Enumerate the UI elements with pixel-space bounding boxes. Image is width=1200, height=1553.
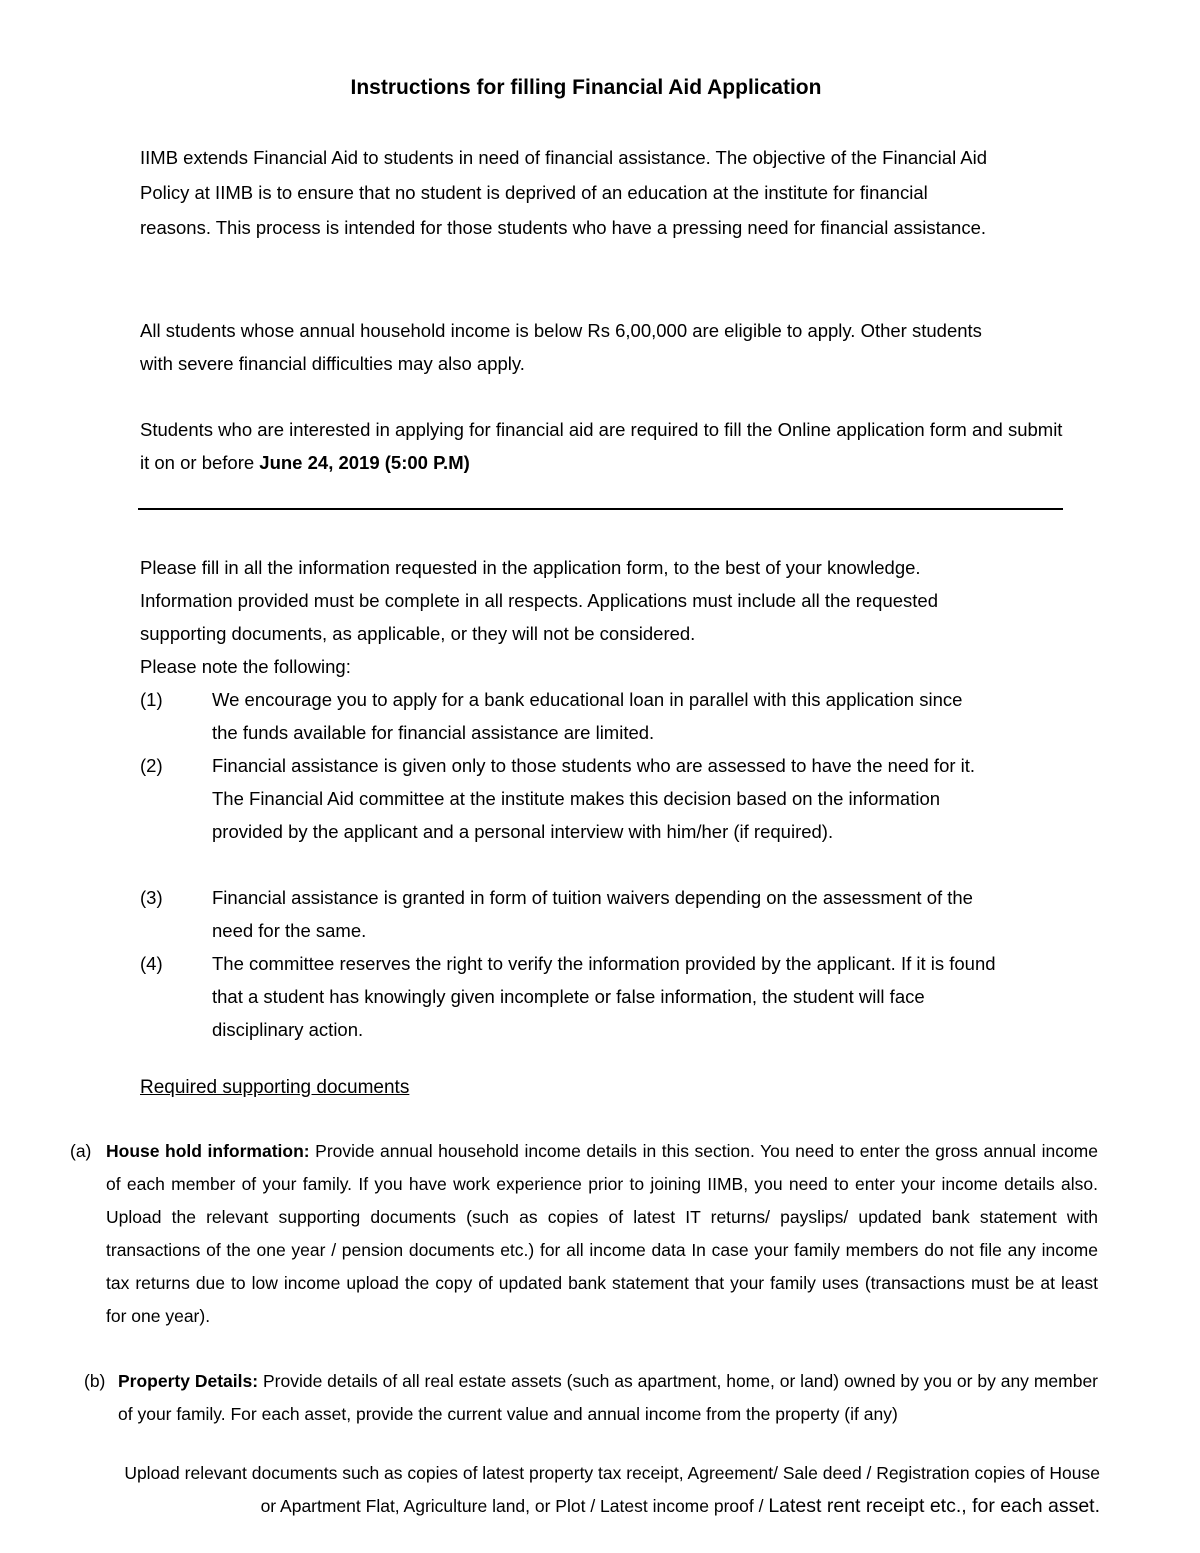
- doc-item-text: Provide annual household income details in this section. You need to enter the gross annual income of each member of your family. If you have work experience prior to joining IIMB, you need to enter your income details also. Upload the relevant supporting documents (such as copies of latest IT returns/ payslips/ updated bank statement with transactions of the one year / pension documents etc.) for all income data In case your family members do not file any income tax returns due to low income upload the copy of updated bank statement that your family uses (transactions must be at least for one year).: [106, 1141, 1098, 1326]
- doc-item-label: (b): [84, 1371, 106, 1391]
- doc-item-bold-label: Property Details:: [118, 1371, 259, 1391]
- instructions-paragraph: Please fill in all the information requested in the application form, to the best of your knowledge. Information provided must be complete in all respects. Applications must include all the requested supporting documents, as applicable, or they will not be considered.: [140, 557, 938, 644]
- list-item-number: (3): [140, 887, 163, 908]
- intro-paragraph-1: IIMB extends Financial Aid to students in need of financial assistance. The objective of the Financial Aid Policy at IIMB is to ensure that no student is deprived of an education at the institute for financial reasons. This process is intended for those students who have a pressing need for financial assistance.: [140, 147, 988, 238]
- doc-item-label: (a): [70, 1141, 92, 1161]
- deadline-text: June 24, 2019 (5:00 P.M): [259, 452, 470, 473]
- intro-paragraph-3-text: Students who are interested in applying for financial aid are required to fill the Online application form and submit it on or before: [140, 419, 1063, 473]
- list-item-text: The committee reserves the right to verify the information provided by the applicant. If it is found that a student has knowingly given incomplete or false information, the student will face disciplinary action.: [212, 953, 996, 1040]
- upload-instructions: Upload relevant documents such as copies of latest property tax receipt, Agreement/ Sale deed / Registration copies of House or Apartment Flat, Agriculture land, or Plot / Latest income proof /: [124, 1463, 1100, 1516]
- upload-instructions-tail: Latest rent receipt etc., for each asset.: [768, 1495, 1100, 1517]
- doc-item-text: Provide details of all real estate assets (such as apartment, home, or land) owned by you or by any member of your family. For each asset, provide the current value and annual income from the property (if any): [118, 1371, 1098, 1424]
- note-intro: Please note the following:: [140, 656, 351, 677]
- document-title: Instructions for filling Financial Aid Application: [350, 76, 822, 99]
- supporting-documents-heading: Required supporting documents: [140, 1077, 410, 1098]
- list-item-number: (2): [140, 755, 163, 776]
- list-item-number: (4): [140, 953, 163, 974]
- intro-paragraph-2: All students whose annual household income is below Rs 6,00,000 are eligible to apply. Other students with severe financial difficulties may also apply.: [140, 320, 982, 374]
- divider-line: [138, 508, 1063, 510]
- doc-item-property-upload: [106, 1457, 1100, 1523]
- doc-item-property: [84, 1365, 1098, 1431]
- list-item-text: Financial assistance is given only to those students who are assessed to have the need for it. The Financial Aid committee at the institute makes this decision based on the information provided by the applicant and a personal interview with him/her (if required).: [212, 755, 976, 842]
- intro-paragraph-3: [140, 413, 1065, 479]
- doc-item-bold-label: House hold information:: [106, 1141, 310, 1161]
- list-item-number: (1): [140, 689, 163, 710]
- list-item-text: We encourage you to apply for a bank educational loan in parallel with this application since the funds available for financial assistance are limited.: [212, 689, 963, 743]
- doc-item-household: [70, 1135, 1098, 1333]
- list-item-text: Financial assistance is granted in form of tuition waivers depending on the assessment of the need for the same.: [212, 887, 973, 941]
